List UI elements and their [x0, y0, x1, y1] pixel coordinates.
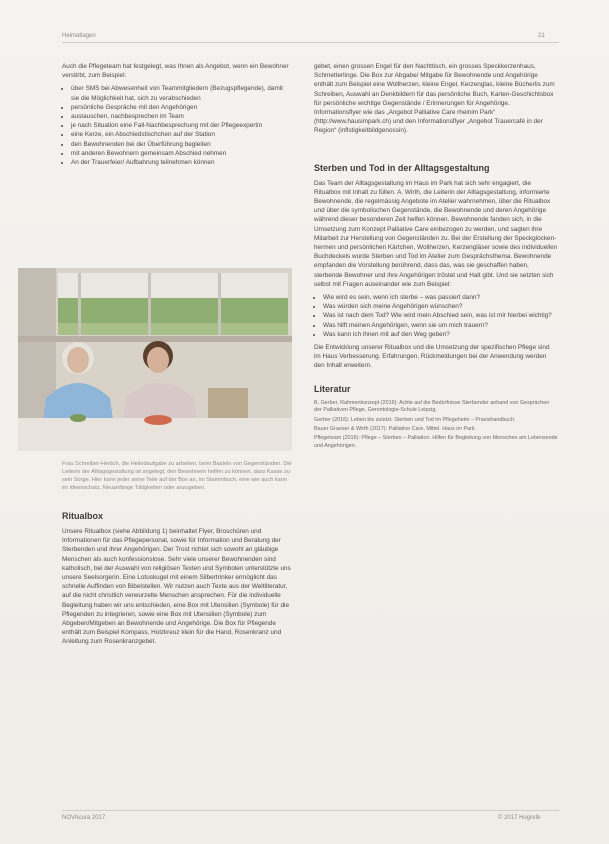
footer-journal: NOVAcura 2017	[62, 815, 106, 821]
article-photo	[18, 268, 292, 451]
left-intro: Auch die Pflegeteam hat festgelegt, was Ihnen als Angebot, wenn ein Bewohner verstirbt, zum Beispiel:	[62, 63, 289, 80]
questions-list	[314, 293, 558, 339]
list-item: • austauschen, nachbesprechen im Team	[71, 112, 292, 121]
list-item: • den Bewohnenden bei der Überführung begleiten	[71, 140, 292, 149]
literature-entry: Bauer Graeser & Wirth (2017): Palliative Care, Mittel. Haus im Park.	[314, 425, 477, 432]
list-item: • An der Trauerfeier/ Aufbahrung teilnehmen können	[71, 158, 292, 167]
ritualbox-paragraph: Unsere Ritualbox (siehe Abbildung 1) beinhaltet Flyer, Broschüren und Informationen für das Pflegepersonal, sowie für Information und Beratung der Sterbenden und ihrer Angehörigen. Der Trost richtet sich sowohl an gläubige Menschen als auch konfessionslose. Sehr viele unserer Bewohnenden sind katholisch, bei der Auswahl von religiösen Texten und Symbolen unterstützte uns unsere Seelsorgerin. Eine Lotuskugel mit einem Silbertrinker ermöglicht das schnelle Auffinden von Bibelstellen. Wir nutzen auch Texte aus der Weltliteratur, auf die nicht christlich verwurzelte Menschen ansprechen. Für die individuelle Begleitung haben wir uns entschieden, eine Box mit Utensilien (Symbole) für die Pflegenden zu integrieren, sowie eine Box mit Utensilien (Symbole) zum Abgeben/Mitgeben an Bewohnende und Angehörige. Die Box für Pflegende enthält zum Beispiel Kompass, Holzkreuz klein für die Hand, Rosenkranz und Anleitung zum Rosenkranzgebet.	[62, 528, 291, 646]
list-item: • über SMS bei Abwesenheit von Teammitgliedern (Bezugspflegende), damit sie die Möglichkeit hat, sich zu verabschieden	[71, 84, 292, 102]
page-number: 21	[538, 33, 545, 39]
right-column	[314, 62, 558, 452]
list-item: • persönliche Gespräche mit den Angehörigen	[71, 103, 292, 112]
right-paragraph-2: Die Entwicklung unserer Ritualbox und die Umsetzung der spezifischen Pflege sind im Haus Verbesserung. Erfahrungen, Rückmeldungen bei der Anwendung werden den Inhalt erweitern.	[314, 344, 550, 370]
literature-list	[314, 400, 558, 450]
list-item: • Was kann ich ihnen mit auf den Weg geben?	[323, 330, 558, 339]
measures-list	[62, 84, 292, 167]
running-header: Heimatlagen	[62, 33, 96, 39]
section-heading: Ritualbox	[62, 511, 104, 521]
photo-illustration	[18, 268, 292, 451]
footer-rule	[62, 810, 559, 811]
photo-caption: Frau Schreiber-Hertich, die Heiledaufgabe zu arbeiten, beim Basteln von Gegenständen. Die Leiterin der Alltagsgestaltung ist angelegt, den Bewohnern helfen zu können, dass Kasse zu sein Sorge. Hier kann jeder seine Teile auf der Box an, im Stammbuch, eine wie auch kann im Ideenschatz, Neuanfänge Tätigkeiten oder anzugeben.	[62, 461, 292, 491]
right-paragraph-1: Das Team der Alltagsgestaltung im Haus im Park hat sich sehr engagiert, die Ritualbox mit Inhalt zu füllen. A. Wirth, die Leiterin der Alltagsgestaltung, informierte Bewohnende, die regelmässig Angebote im Atelier wahrnehmen, über die Ritualbox und über die symbolischen Gegenstände, die Bewohnende und deren Angehörige während dieser besonderen Zeit helfen können. Bewohnende fanden sich, in die Umsetzung zum Konzept Palliative Care einbezogen zu werden, und sagten ihre Mitarbeit zur Herstellung von Gegenständen zu. Bei der Erstellung der Speckglocken-hermen und persönlichen Kärtchen, Wollherzen, Kerzengläser sowie des individuellen Buchdeckels wurde Sterben und Tod im Atelier zum Gesprächsthema. Bewohnende empfanden die Vorstellung berührend, dass das, was sie geschaffen haben, sterbende Bewohner und ihre Angehörigen tröstet und Halt gibt. Und sie setzten sich selbst mit Fragen auseinander wie zum Beispiel:	[314, 179, 558, 288]
list-item: • eine Kerze, ein Abschiedstischchen auf der Station	[71, 130, 292, 139]
ritualbox-section	[62, 510, 292, 651]
right-intro: gebet, einen grossen Engel für den Nachttisch, ein grosses Speckkerzenhaus, Schmetterlinge. Die Box zur Abgabe/ Mitgabe für Bewohnende und Angehörige enthält zum Beispiel eine Wollherzen, kleine Engel, Kerzenglas, kleine Bücherlis zum Schreiben, Auswahl an Denkbildern für das persönliche Buch, Karten-Geschichtsbox für persönliche wichtige Gegenstände / Erinnerungen für Angehörige. Informationsflyer wie das „Angebot Palliative Care rheinim Park“ (http://www.hausimpark.ch) und den Informationsflyer „Angebot Trauercafé in der Region“ (inflstigkeitbildgenossin).	[314, 63, 555, 135]
list-item: • je nach Situation eine Fall-Nachbesprechung mit der Pflegeexpertin	[71, 121, 292, 130]
header-rule	[62, 42, 559, 43]
left-column	[62, 62, 292, 171]
footer-copyright: © 2017 Hogrefe	[498, 815, 541, 821]
list-item: • Wie wird es sein, wenn ich sterbe – was passiert dann?	[323, 293, 558, 302]
list-item: • Was würden sich meine Angehörigen wünschen?	[323, 302, 558, 311]
section-heading: Sterben und Tod in der Alltagsgestaltung	[314, 162, 490, 173]
literature-entry: Pflegeteam (2016): Pflege – Sterben – Palliation. Hilfen für Begleitung von Menschen am Lebensende und Angehörigen.	[314, 435, 558, 449]
literature-entry: Gerber (2016): Leben bis zuletzt. Sterben und Tod im Pflegeheim – Praxishandbuch.	[314, 416, 516, 423]
list-item: • mit anderen Bewohnern gemeinsam Abschied nehmen	[71, 149, 292, 158]
list-item: • Was ist nach dem Tod? Wie wird mein Abschied sein, was ist mir hierbei wichtig?	[323, 311, 558, 320]
literature-entry: B. Gerber, Rahmenkonzept (2016): Achte auf die Bedürfnisse Sterbender anhand von Gesprächen der Palliativen Pflege, Gerontologie-Schule Leipzig.	[314, 399, 550, 414]
list-item: • Was hilft meinen Angehörigen, wenn sie um mich trauern?	[323, 321, 558, 330]
literature-heading: Literatur	[314, 383, 351, 394]
